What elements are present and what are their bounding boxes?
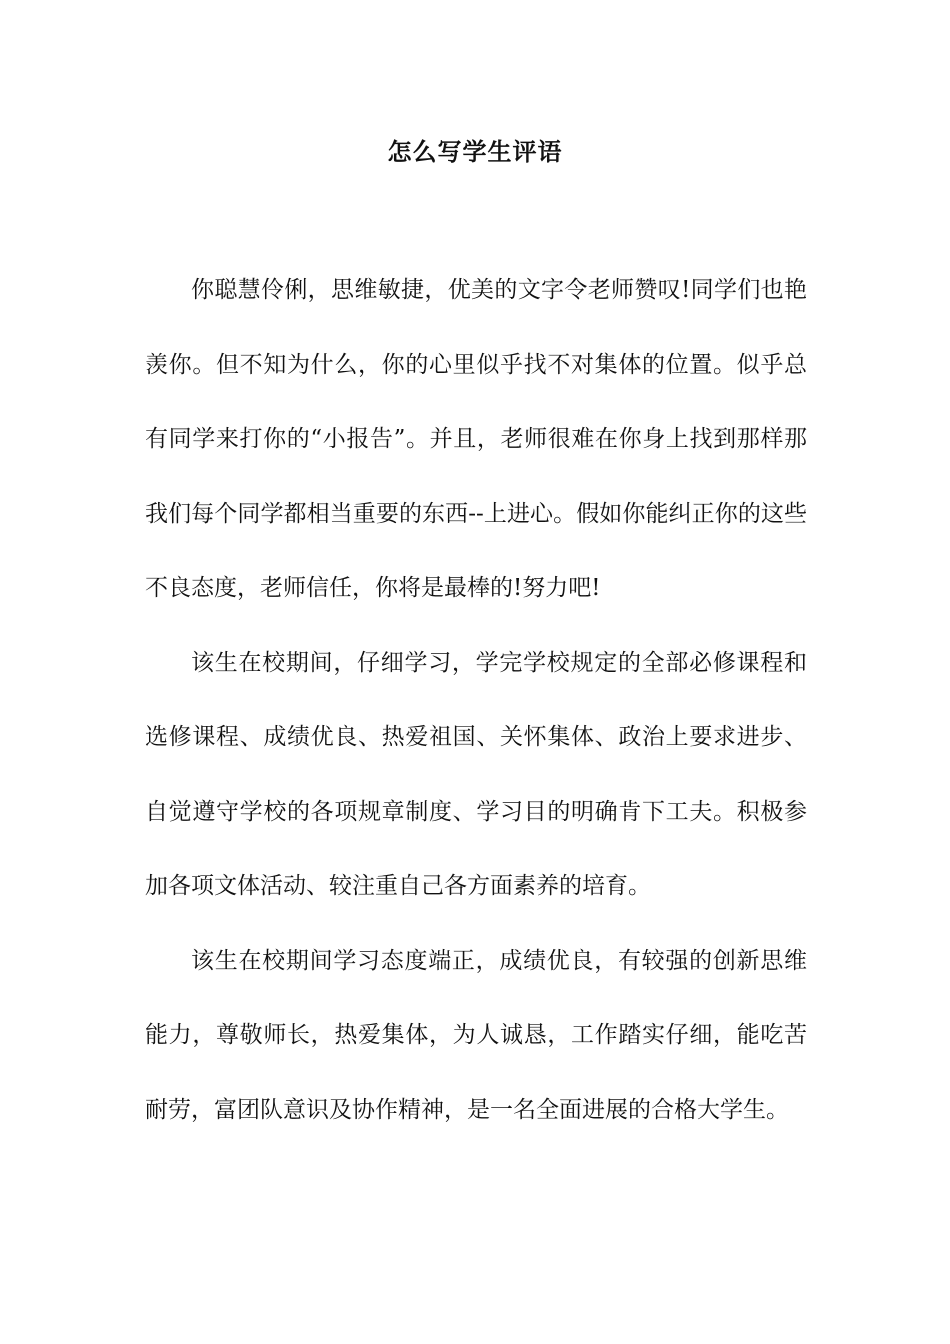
document-title: 怎么写学生评语 <box>387 137 563 166</box>
paragraph-1: 你聪慧伶俐，思维敏捷，优美的文字令老师赞叹!同学们也艳羡你。但不知为什么，你的心里似乎找不对集体的位置。似乎总有同学来打你的“小报告”。并且，老师很难在你身上找到那样那我们每个同学都相当重要的东西--上进心。假如你能纠正你的这些不良态度，老师信任，你将是最棒的!努力吧! <box>145 277 807 601</box>
document-body <box>145 253 807 1147</box>
paragraph-2: 该生在校期间，仔细学习，学完学校规定的全部必修课程和选修课程、成绩优良、热爱祖国、关怀集体、政治上要求进步、自觉遵守学校的各项规章制度、学习目的明确肯下工夫。积极参加各项文体活动、较注重自己各方面素养的培育。 <box>145 649 807 899</box>
paragraph-3: 该生在校期间学习态度端正，成绩优良，有较强的创新思维能力，尊敬师长，热爱集体，为人诚恳，工作踏实仔细，能吃苦耐劳，富团队意识及协作精神，是一名全面进展的合格大学生。 <box>145 947 807 1123</box>
